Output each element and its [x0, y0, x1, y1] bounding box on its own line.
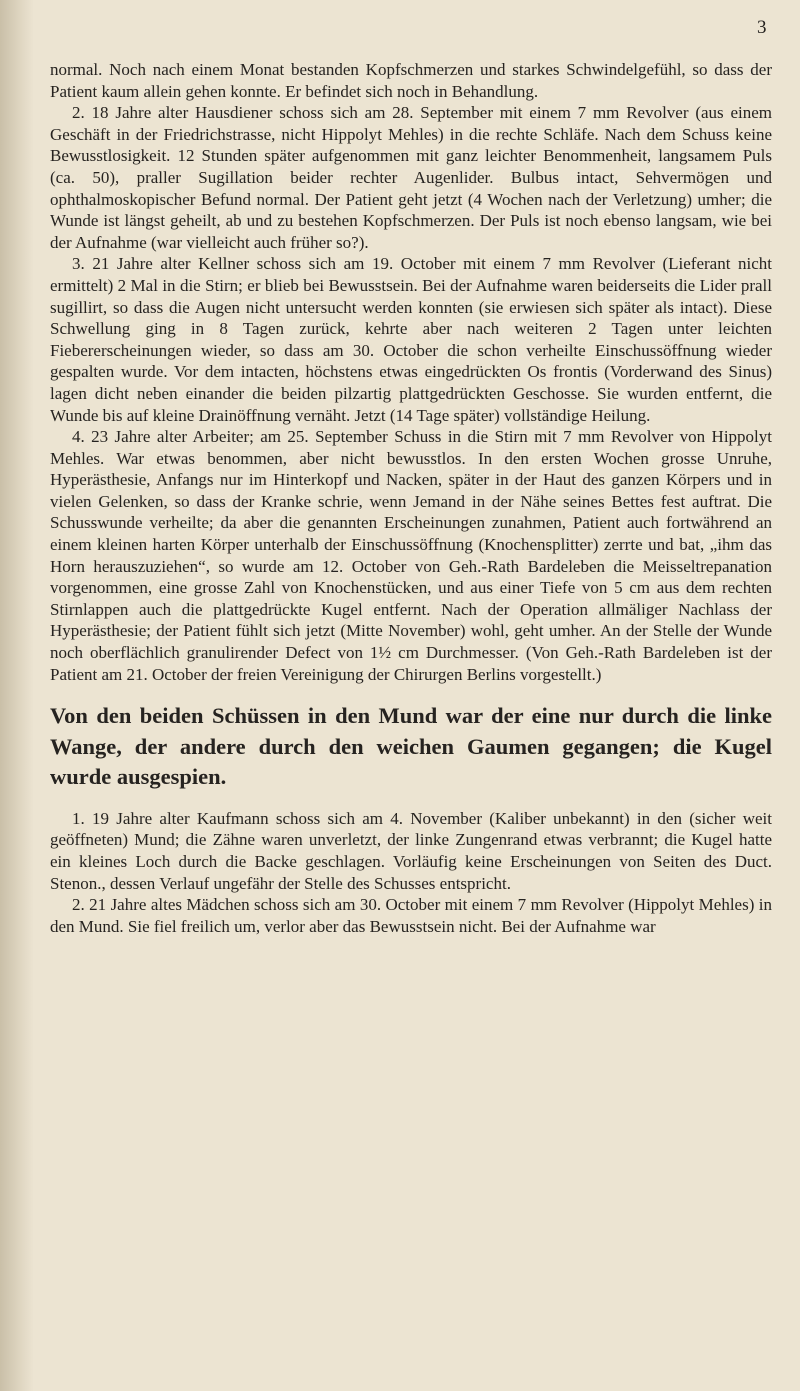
paragraph-continuation: normal. Noch nach einem Monat bestanden Kopfschmerzen und starkes Schwindelgefühl, so dass der Patient kaum allein gehen konnte. Er befindet sich noch in Behandlung.: [50, 60, 772, 101]
mouth-case-paragraph-2: 2. 21 Jahre altes Mädchen schoss sich am 30. October mit einem 7 mm Revolver (Hippolyt Mehles) in den Mund. Sie fiel freilich um, verlor aber das Bewusstsein nicht. Bei der Aufnahme war: [50, 895, 772, 936]
case-paragraph-2: 2. 18 Jahre alter Hausdiener schoss sich am 28. September mit einem 7 mm Revolver (aus einem Geschäft in der Friedrichstrasse, nicht Hippolyt Mehles) in die rechte Schläfe. Nach dem Schuss keine Bewusstlosigkeit. 12 Stunden später aufgenommen mit ganz leichter Benommenheit, langsamem Puls (ca. 50), praller Sugillation beider rechter Augenlider. Bulbus intact, Sehvermögen und ophthalmoskopischer Befund normal. Der Patient geht jetzt (4 Wochen nach der Verletzung) umher; die Wunde ist längst geheilt, ab und zu bestehen Kopfschmerzen. Der Puls ist noch ebenso langsam, wie bei der Aufnahme (war vielleicht auch früher so?).: [50, 103, 772, 252]
section-heading: Von den beiden Schüssen in den Mund war der eine nur durch die linke Wange, der andere durch den weichen Gaumen gegangen; die Kugel wurde ausgespien.: [50, 703, 772, 790]
page-number: 3: [757, 17, 767, 38]
case-paragraph-3: 3. 21 Jahre alter Kellner schoss sich am 19. October mit einem 7 mm Revolver (Lieferant nicht ermittelt) 2 Mal in die Stirn; er blieb bei Bewusstsein. Bei der Aufnahme waren beiderseits die Lider prall sugillirt, so dass die Augen nicht untersucht werden konnten (sie erwiesen sich später als intact). Diese Schwellung ging in 8 Tagen zurück, kehrte aber nach weiteren 2 Tagen unter leichten Fiebererscheinungen wieder, so dass am 30. October die schon verheilte Einschussöffnung wieder gespalten wurde. Vor dem intacten, höchstens etwas eingedrückten Os frontis (Vorderwand des Sinus) lagen dicht neben einander die beiden pilzartig plattgedrückten Geschosse. Sie wurden entfernt, die Wunde bis auf kleine Drainöffnung vernäht. Jetzt (14 Tage später) vollständige Heilung.: [50, 254, 772, 425]
mouth-case-paragraph-1: 1. 19 Jahre alter Kaufmann schoss sich am 4. November (Kaliber unbekannt) in den (sicher weit geöffneten) Mund; die Zähne waren unverletzt, der linke Zungenrand etwas verbrannt; die Kugel hatte ein kleines Loch durch die Backe geschlagen. Vorläufig keine Erscheinungen von Seiten des Duct. Stenon., dessen Verlauf ungefähr der Stelle des Schusses entspricht.: [50, 808, 772, 893]
body-text: [50, 59, 772, 937]
case-paragraph-4: 4. 23 Jahre alter Arbeiter; am 25. September Schuss in die Stirn mit 7 mm Revolver von Hippolyt Mehles. War etwas benommen, aber nicht bewusstlos. In den ersten Wochen grosse Unruhe, Hyperästhesie, Anfangs nur im Hinterkopf und Nacken, später in der Haut des ganzen Körpers und in vielen Gelenken, so dass der Kranke schrie, wenn Jemand in der Nähe seines Bettes fest auftrat. Die Schusswunde verheilte; da aber die genannten Erscheinungen zunahmen, Patient auch fortwährend an einem kleinen harten Körper unterhalb der Einschussöffnung (Knochensplitter) zerrte und bat, „ihm das Horn herauszuziehen“, so wurde am 12. October von Geh.-Rath Bardeleben die Meisseltrepanation vorgenommen, eine grosse Zahl von Knochenstücken, und aus einer Tiefe von 5 cm aus dem rechten Stirnlappen auch die plattgedrückte Kugel entfernt. Nach der Operation allmäliger Nachlass der Hyperästhesie; der Patient fühlt sich jetzt (Mitte November) wohl, geht umher. An der Stelle der Wunde noch oberflächlich granulirender Defect von 1½ cm Durchmesser. (Von Geh.-Rath Bardeleben ist der Patient am 21. October der freien Vereinigung der Chirurgen Berlins vorgestellt.): [50, 427, 772, 684]
page-edge-shadow: [0, 0, 34, 1391]
